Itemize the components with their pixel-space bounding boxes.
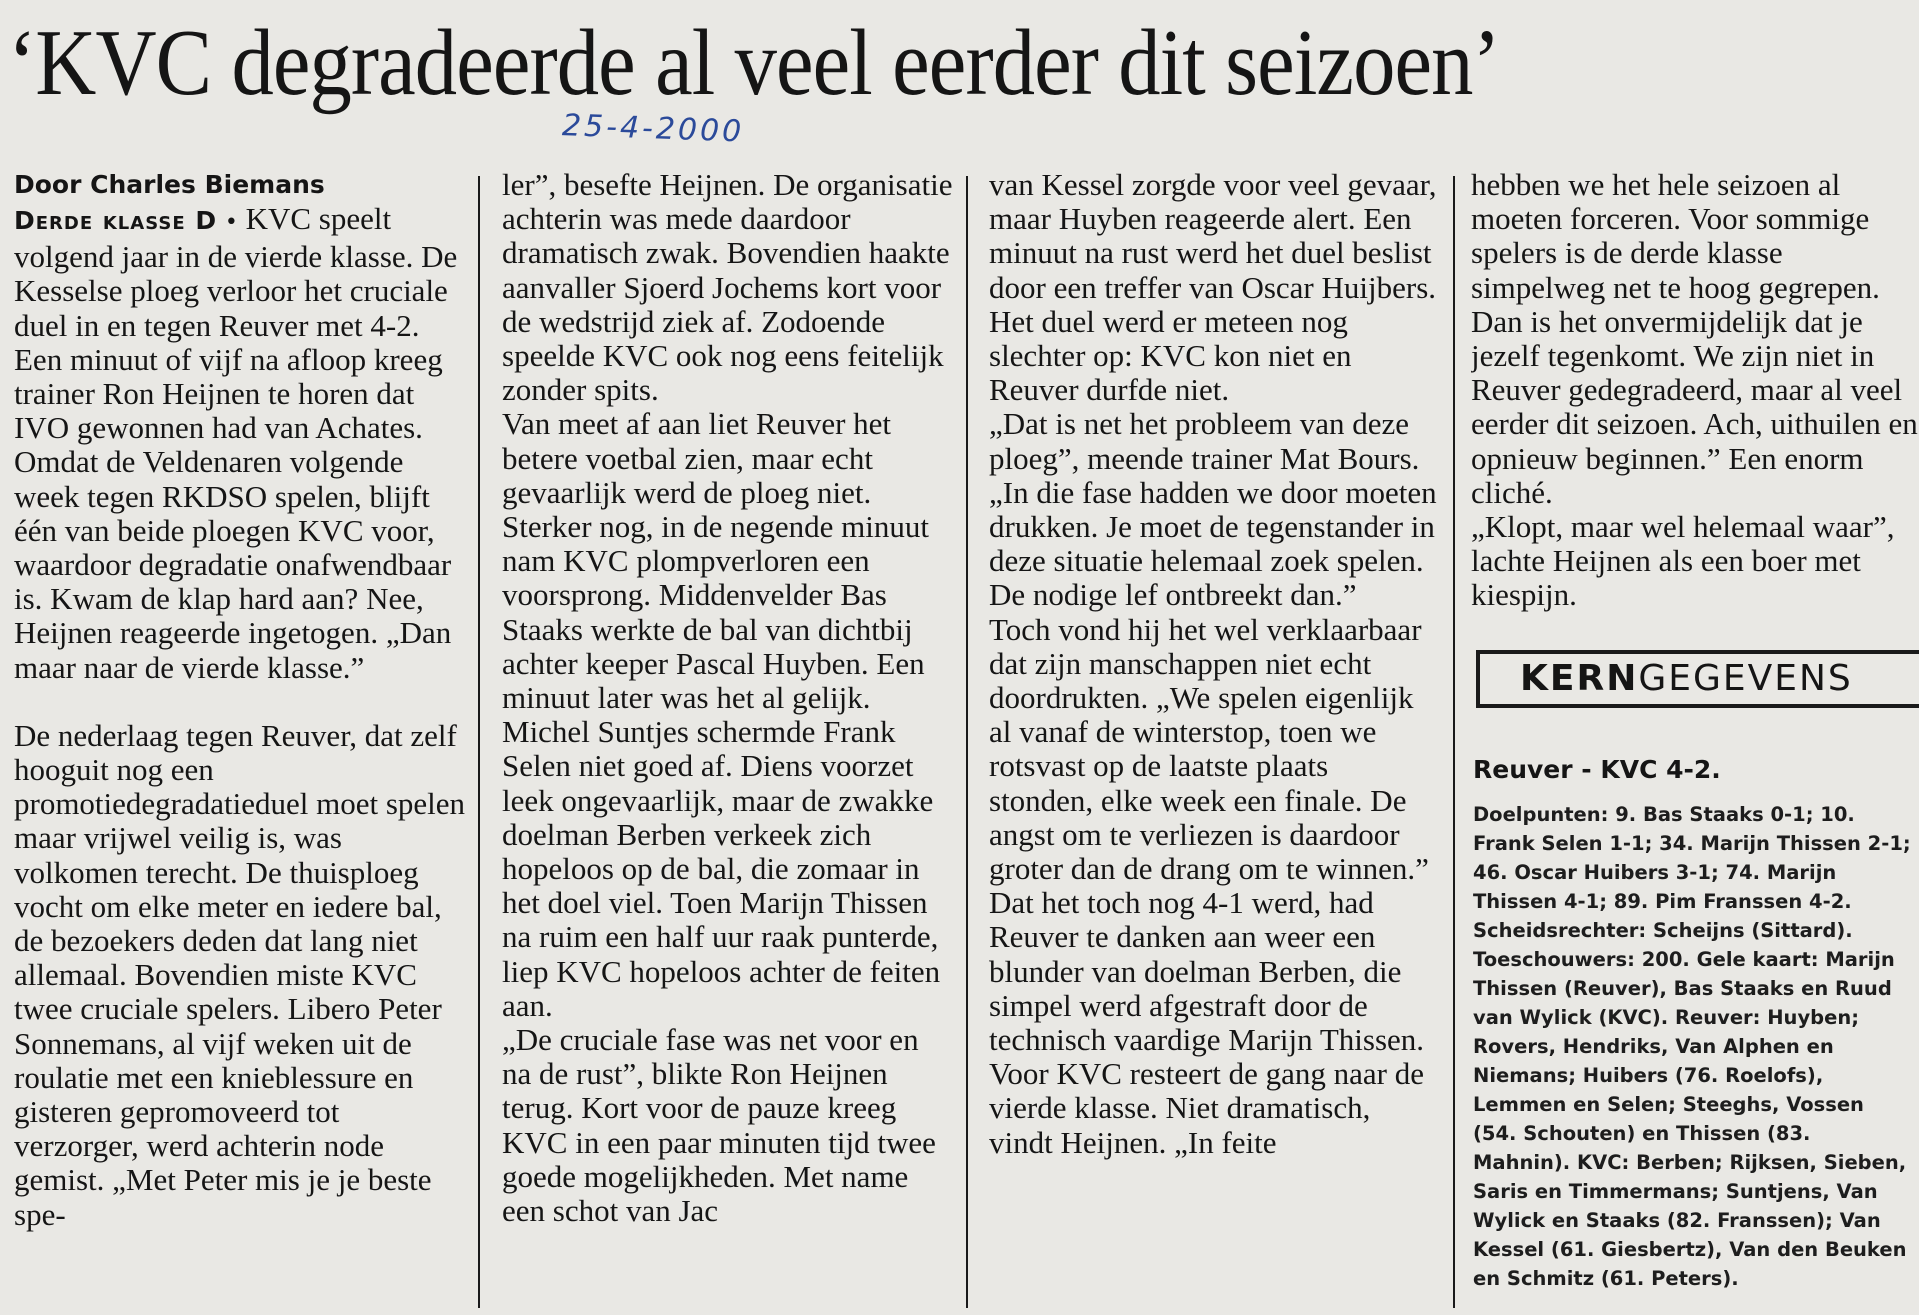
body-paragraph: Voor KVC resteert de gang naar de vierde klasse. Niet dramatisch, vindt Heijnen. „In feite	[989, 1056, 1424, 1160]
body-paragraph: „Dat is net het probleem van deze ploeg”, meende trainer Mat Bours. „In die fase hadden we door moeten drukken. Je moet de tegenstander in deze situatie helemaal zoek spelen. De nodige lef ontbreekt dan.”	[989, 406, 1437, 613]
body-paragraph: Toch vond hij het wel verklaarbaar dat zijn manschappen niet echt doordrukten. „We spelen eigenlijk al vanaf de winterstop, toen we rotsvast op de laatste plaats stonden, elke week een finale. De angst om te verliezen is daardoor groter dan de drang om te winnen.” Dat het toch nog 4-1 werd, had Reuver te danken aan weer een blunder van doelman Berben, die simpel werd afgestraft door de technisch vaardige Marijn Thissen.	[989, 611, 1429, 1058]
kerngegevens-label-bold: KERN	[1520, 658, 1639, 699]
article-column-1	[14, 168, 466, 1310]
body-paragraph: Van meet af aan liet Reuver het betere voetbal zien, maar echt gevaarlijk werd de ploeg niet. Sterker nog, in de negende minuut nam KVC plompverloren een voorsprong. Middenvelder Bas Staaks werkte de bal van dichtbij achter keeper Pascal Huyben. Een minuut later was het al gelijk. Michel Suntjes schermde Frank Selen niet goed af. Diens voorzet leek ongevaarlijk, maar de zwakke doelman Berben verkeek zich hopeloos op de bal, die zomaar in het doel viel. Toen Marijn Thissen na ruim een half uur raak punterde, liep KVC hopeloos achter de feiten aan.	[502, 406, 941, 1023]
article-column-3	[989, 168, 1439, 1310]
article-column-4	[1471, 168, 1919, 628]
body-paragraph: „Klopt, maar wel helemaal waar”, lachte Heijnen als een boer met kiespijn.	[1471, 509, 1895, 613]
paragraph-gap	[14, 685, 466, 719]
body-paragraph: hebben we het hele seizoen al moeten forceren. Voor sommige spelers is de derde klasse simpelweg net te hoog gegrepen. Dan is het onvermijdelijk dat je jezelf tegenkomt. We zijn niet in Reuver gedegradeerd, maar al veel eerder dit seizoen. Ach, uithuilen en opnieuw beginnen.” Een enorm cliché.	[1471, 168, 1918, 510]
kerngegevens-label-rest: GEGEVENS	[1638, 658, 1853, 699]
body-paragraph: De nederlaag tegen Reuver, dat zelf hooguit nog een promotiedegradatieduel moet spelen maar vrijwel veilig is, was volkomen terecht. De thuisploeg vocht om elke meter en iedere bal, de bezoekers deden dat lang niet allemaal. Bovendien miste KVC twee cruciale spelers. Libero Peter Sonnemans, al vijf weken uit de roulatie met een knieblessure en gisteren gepromoveerd tot verzorger, werd achterin node gemist. „Met Peter mis je je beste spe-	[14, 717, 466, 1232]
kerngegevens-label-box	[1476, 650, 1919, 708]
match-score-title: Reuver - KVC 4-2.	[1473, 755, 1721, 784]
kicker-bullet: •	[224, 210, 238, 235]
section-kicker: Derde klasse D	[14, 206, 218, 235]
column-rule	[1453, 176, 1455, 1308]
body-paragraph: ler”, besefte Heijnen. De organisatie achterin was mede daardoor dramatisch zwak. Bovendien haakte aanvaller Sjoerd Jochems kort voor de wedstrijd ziek af. Zodoende speelde KVC ook nog eens feitelijk zonder spits.	[502, 168, 953, 408]
column-rule	[966, 176, 968, 1308]
match-facts	[1473, 748, 1913, 1293]
body-paragraph: van Kessel zorgde voor veel gevaar, maar Huyben reageerde alert. Een minuut na rust werd het duel beslist door een treffer van Oscar Huijbers. Het duel werd er meteen nog slechter op: KVC kon niet en Reuver durfde niet.	[989, 168, 1437, 408]
lead-paragraph	[14, 202, 466, 685]
byline: Door Charles Biemans	[14, 170, 325, 199]
article-column-2	[502, 168, 954, 1310]
headline: ‘KVC degradeerde al veel eerder dit seizoen’	[8, 11, 1500, 115]
lead-text: KVC speelt volgend jaar in de vierde klasse. De Kesselse ploeg verloor het cruciale duel in en tegen Reuver met 4-2. Een minuut of vijf na afloop kreeg trainer Ron Heijnen te horen dat IVO gewonnen had van Achates. Omdat de Veldenaren volgende week tegen RKDSO spelen, blijft één van beide ploegen KVC voor, waardoor degradatie onafwendbaar is. Kwam de klap hard aan? Nee, Heijnen reageerde ingetogen. „Dan maar naar de vierde klasse.”	[14, 201, 458, 685]
body-paragraph: „De cruciale fase was net voor en na de rust”, blikte Ron Heijnen terug. Kort voor de pauze kreeg KVC in een paar minuten tijd twee goede mogelijkheden. Met name een schot van Jac	[502, 1022, 936, 1229]
column-rule	[478, 176, 480, 1308]
handwritten-date: 25-4-2000	[561, 108, 745, 150]
match-facts-body: Doelpunten: 9. Bas Staaks 0-1; 10. Frank Selen 1-1; 34. Marijn Thissen 2-1; 46. Oscar Huibers 3-1; 74. Marijn Thissen 4-1; 89. Pim Franssen 4-2. Scheidsrechter: Scheijns (Sittard). Toeschouwers: 200. Gele kaart: Marijn Thissen (Reuver), Bas Staaks en Ruud van Wylick (KVC). Reuver: Huyben; Rovers, Hendriks, Van Alphen en Niemans; Huibers (76. Roelofs), Lemmen en Selen; Steeghs, Vossen (54. Schouten) en Thissen (83. Mahnin). KVC: Berben; Rijksen, Sieben, Saris en Timmermans; Suntjens, Van Wylick en Staaks (82. Franssen); Van Kessel (61. Giesbertz), Van den Beuken en Schmitz (61. Peters).	[1473, 803, 1911, 1290]
